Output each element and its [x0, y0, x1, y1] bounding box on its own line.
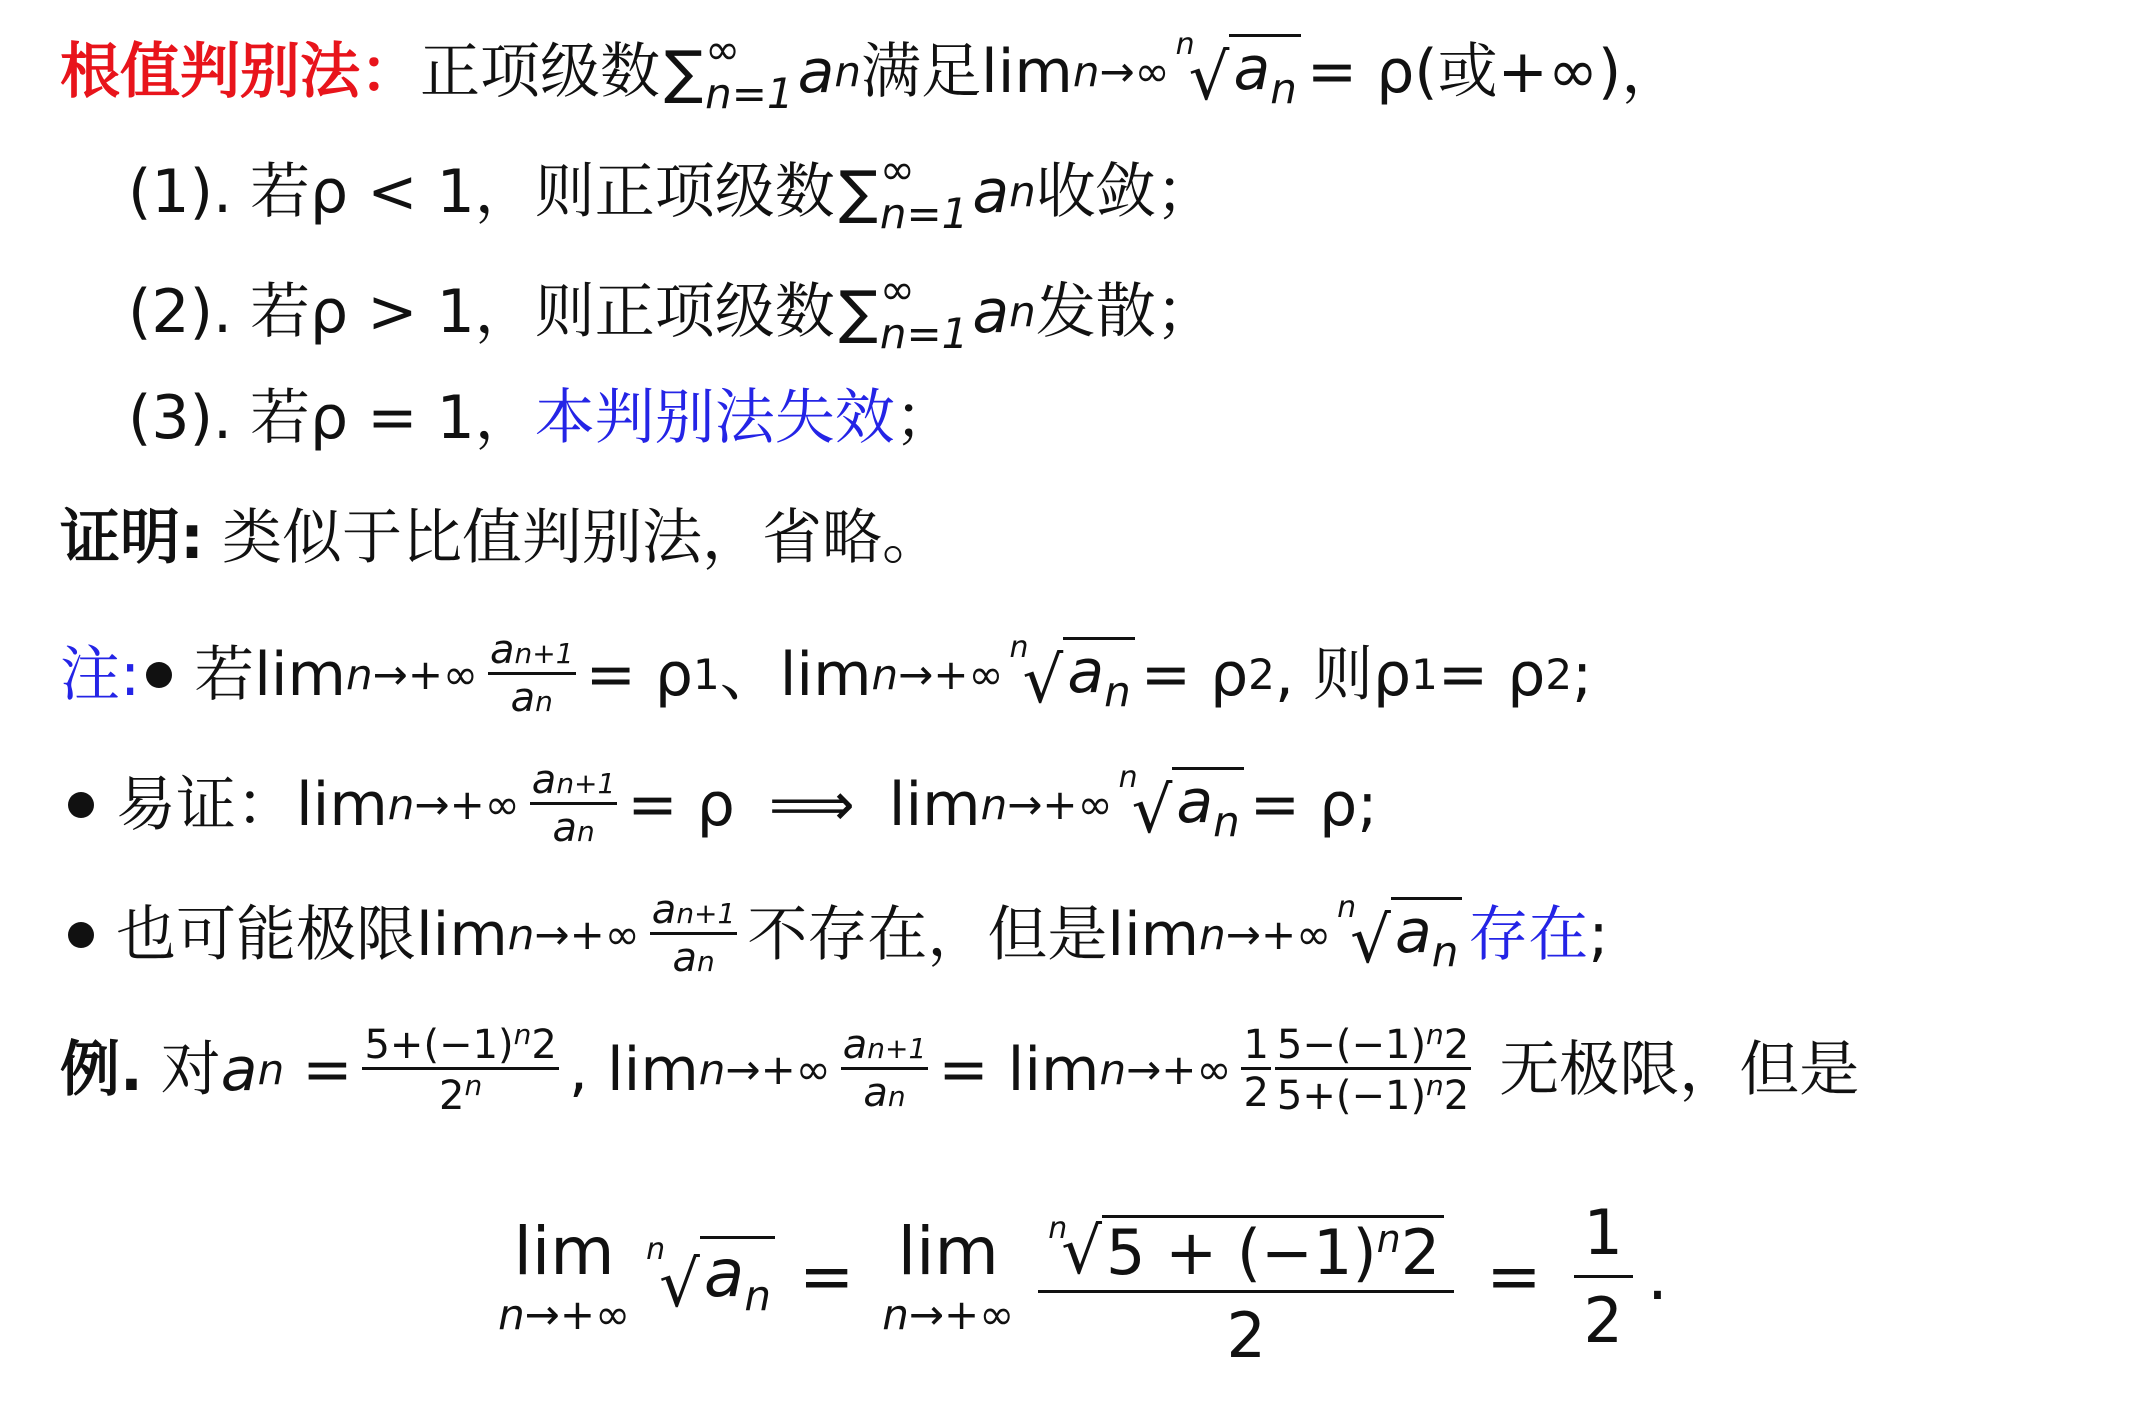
note-text: ;	[1588, 899, 1609, 970]
note-text: lim	[888, 769, 981, 840]
root-radicand: a	[1394, 896, 1432, 967]
root-index: n	[646, 1231, 666, 1267]
radicand-sup: n	[1376, 1217, 1401, 1261]
nth-root: n √ $a_n$	[1337, 897, 1462, 973]
cond-text: 满足	[861, 37, 982, 108]
root-index: n	[1048, 1211, 1068, 1246]
example-text: , lim	[568, 1034, 699, 1105]
ratio-fraction	[841, 1023, 929, 1116]
lim-sub: n→+∞	[507, 909, 640, 959]
frac-den: a	[510, 675, 536, 721]
equals-sign: =	[1486, 1237, 1542, 1315]
case-text: 若ρ < 1，则正项级数	[250, 157, 835, 228]
lim-sub: n→+∞	[1199, 909, 1332, 959]
case-text: 若ρ = 1，	[250, 383, 535, 453]
lim-sub: n→+∞	[498, 1290, 631, 1339]
term: a	[972, 277, 1010, 348]
half-num: 1	[1243, 1022, 1269, 1068]
rho-sub: 1	[1411, 649, 1438, 699]
def-num-sup: n	[513, 1018, 532, 1051]
term-sub: n	[257, 1044, 285, 1094]
sum-lower: n=1	[879, 189, 969, 239]
def-num-end: 2	[531, 1022, 557, 1068]
proof-label: 证明:	[60, 503, 204, 573]
display-fraction	[1038, 1180, 1454, 1372]
r-num-sup: n	[1426, 1018, 1444, 1051]
root-index: n	[1337, 889, 1357, 925]
note-text: = ρ	[585, 639, 693, 710]
nth-root: n √ $a_n$	[1176, 34, 1301, 110]
definition-fraction	[362, 1020, 558, 1119]
proof-line	[60, 503, 942, 573]
radicand: 5 + (−1)	[1106, 1216, 1377, 1289]
note-text: = ρ	[1437, 639, 1546, 710]
example-label: 例.	[60, 1034, 143, 1105]
sum-upper: ∞	[879, 145, 915, 194]
ratio-fraction	[650, 888, 738, 981]
root-index: n	[1118, 759, 1138, 795]
limit-operator	[498, 1213, 630, 1339]
term: a	[972, 157, 1010, 228]
case-1	[128, 145, 1216, 239]
frac-den-sub: n	[887, 1080, 906, 1113]
rho-sub: 2	[1248, 649, 1275, 699]
lim-sub: n→+∞	[871, 649, 1004, 699]
term-sub: n	[834, 47, 862, 97]
note-text: = ρ;	[1249, 769, 1378, 840]
def-num: 5+(−1)	[364, 1022, 514, 1068]
note-text: ;	[1572, 639, 1593, 710]
half-den: 2	[1243, 1070, 1269, 1116]
case-label: (2).	[128, 277, 233, 348]
lim-sub: n→+∞	[1099, 1044, 1232, 1094]
frac-den: a	[552, 805, 577, 851]
term-sub: n	[1009, 287, 1036, 337]
frac-num: a	[651, 887, 677, 933]
term-sub: n	[1009, 167, 1036, 217]
case-text-end: 发散；	[1035, 277, 1216, 348]
rho-sub: 2	[1545, 649, 1573, 699]
frac-den-sub: n	[696, 945, 715, 978]
case-3	[128, 383, 955, 453]
lim-sub: n→+∞	[698, 1044, 831, 1094]
def-den-sup: n	[464, 1069, 483, 1102]
note-3	[60, 888, 1609, 981]
nth-root: n √ $5 + (-1)^n2$	[1048, 1215, 1444, 1284]
root-radicand-sub: n	[1213, 796, 1240, 846]
limit-operator	[882, 1213, 1014, 1339]
r-den-sup: n	[1426, 1069, 1444, 1102]
bullet-icon	[68, 792, 94, 818]
r-den-end: 2	[1443, 1073, 1470, 1119]
result-num: 1	[1574, 1196, 1633, 1278]
note-text: , 则ρ	[1274, 639, 1412, 710]
frac-num: a	[531, 757, 557, 803]
frac-den: a	[672, 935, 697, 981]
lim-sub: n→+∞	[882, 1290, 1015, 1339]
example-text: =	[302, 1034, 353, 1105]
sum-upper: ∞	[705, 25, 741, 74]
lim-text: lim	[981, 37, 1073, 108]
example-text: 无极限，但是	[1499, 1034, 1860, 1105]
example-text: = lim	[938, 1034, 1100, 1105]
root-radicand-sub: n	[1104, 666, 1131, 716]
case-label: (3).	[128, 383, 233, 453]
result-den: 2	[1583, 1283, 1623, 1357]
display-equation	[0, 1180, 2156, 1372]
proof-text: 类似于比值判别法，省略。	[222, 503, 942, 573]
example-text: 对	[160, 1034, 221, 1105]
term: a	[220, 1034, 258, 1105]
root-radicand-sub: n	[744, 1270, 771, 1320]
frac-den: a	[863, 1070, 888, 1116]
note-text: 、lim	[719, 639, 872, 710]
frac-num-sub: n+1	[676, 897, 736, 930]
note-2	[60, 758, 1377, 851]
note-text: 若lim	[194, 639, 347, 710]
nth-root: n √ $a_n$	[646, 1236, 775, 1317]
root-index: n	[1009, 629, 1029, 665]
root-index: n	[1175, 27, 1195, 63]
lim-text: lim	[513, 1213, 615, 1290]
sum-symbol: ∑ ∞ n=1	[664, 25, 794, 119]
lim-text: lim	[897, 1213, 999, 1290]
note-text: 不存在，但是lim	[747, 899, 1200, 970]
root-radicand: a	[703, 1234, 745, 1312]
half-fraction	[1241, 1023, 1270, 1116]
result-fraction	[1574, 1196, 1633, 1357]
bullet-icon	[146, 662, 172, 688]
r-den: 5+(−1)	[1276, 1073, 1427, 1119]
note-text: = ρ	[1140, 639, 1249, 710]
def-den: 2	[439, 1073, 465, 1119]
frac-num-sub: n+1	[514, 637, 574, 670]
nth-root: n √ $a_n$	[1119, 767, 1244, 843]
root-radicand-sub: n	[1270, 64, 1297, 114]
note-label: 注:	[60, 639, 141, 710]
period: .	[1646, 1237, 1668, 1315]
r-num-end: 2	[1443, 1022, 1470, 1068]
theorem-title: 根值判别法：	[60, 37, 420, 108]
nth-root: n √ $a_n$	[1010, 637, 1135, 713]
frac-num-sub: n+1	[867, 1032, 927, 1065]
case-text: 若ρ > 1，则正项级数	[250, 277, 835, 348]
frac-den-sub: n	[576, 815, 595, 848]
root-radicand: a	[1233, 34, 1271, 105]
root-radicand: a	[1067, 636, 1105, 707]
lim-sub: n→+∞	[346, 649, 479, 699]
note-text: = ρ	[627, 769, 735, 840]
sum-lower: n=1	[879, 309, 969, 359]
frac-num: a	[842, 1022, 868, 1068]
r-num: 5−(−1)	[1276, 1022, 1427, 1068]
case-2	[128, 265, 1216, 359]
theorem-rhs: = ρ(或+∞)，	[1306, 37, 1682, 108]
bullet-icon	[68, 922, 94, 948]
sum-upper: ∞	[879, 265, 915, 314]
theorem-line	[60, 25, 1682, 119]
case-text-end: ；	[894, 383, 955, 453]
sum-symbol: ∑ ∞ n=1	[838, 265, 969, 359]
radicand-end: 2	[1400, 1216, 1441, 1289]
fraction-den: 2	[1226, 1299, 1266, 1372]
case-text-highlight: 本判别法失效	[534, 383, 895, 453]
case-label: (1).	[128, 157, 233, 228]
case-text-end: 收敛；	[1035, 157, 1216, 228]
rho-sub: 1	[693, 649, 720, 699]
root-radicand: a	[1176, 766, 1214, 837]
ratio-expanded-fraction	[1275, 1020, 1471, 1119]
lim-sub: n→+∞	[387, 779, 520, 829]
theorem-intro: 正项级数	[420, 37, 660, 108]
note-text-highlight: 存在	[1468, 899, 1589, 970]
ratio-fraction	[488, 628, 576, 721]
sum-lower: n=1	[705, 69, 794, 119]
note-text: 也可能极限lim	[116, 899, 508, 970]
note-text: 易证：lim	[116, 769, 388, 840]
root-radicand-sub: n	[1431, 926, 1459, 976]
equals-sign: =	[798, 1237, 855, 1315]
note-1	[60, 628, 1592, 721]
term: a	[797, 37, 835, 108]
frac-num: a	[490, 627, 515, 673]
ratio-fraction	[530, 758, 618, 851]
sum-symbol: ∑ ∞ n=1	[838, 145, 969, 239]
frac-num-sub: n+1	[556, 767, 616, 800]
implies-arrow: ⟹	[768, 769, 855, 840]
lim-sub: n→+∞	[980, 779, 1113, 829]
frac-den-sub: n	[535, 685, 553, 718]
lim-sub: n→∞	[1072, 47, 1170, 97]
example-line	[60, 1020, 1859, 1119]
